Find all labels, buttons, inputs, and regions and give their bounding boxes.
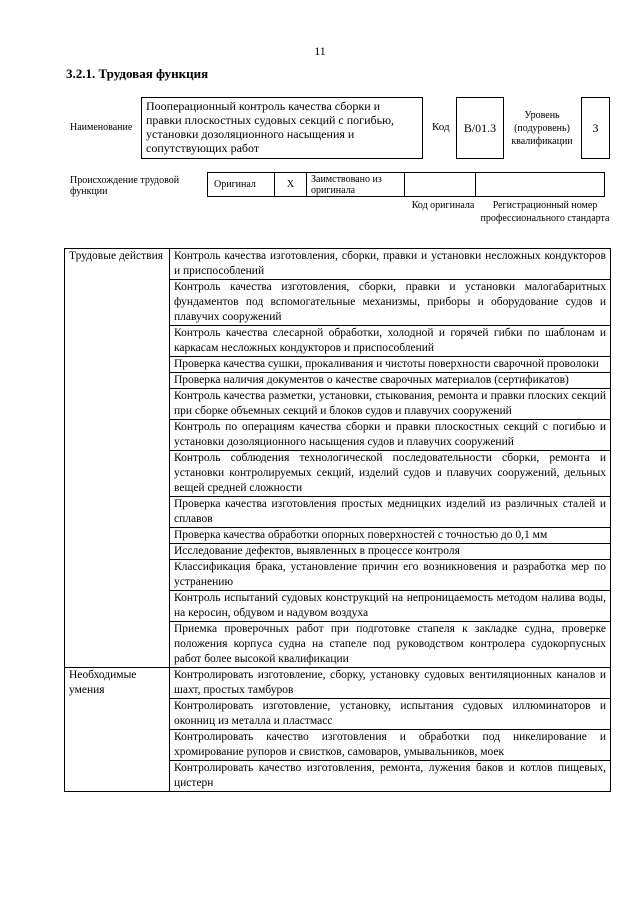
table-cell: Приемка проверочных работ при подготовке стапеля к закладке судна, проверке положения корпуса судна на стапеле под руководством контролера судокорпусных работ более высокой квалификации xyxy=(170,622,611,668)
table-cell: Проверка качества обработки опорных поверхностей с точностью до 0,1 мм xyxy=(170,528,611,544)
table-cell: Контролировать изготовление, сборку, установку судовых вентиляционных каналов и шахт, простых тамбуров xyxy=(170,668,611,699)
name-label: Наименование xyxy=(70,122,133,133)
section-heading: Необходимые умения xyxy=(65,668,170,792)
origin-row xyxy=(208,172,605,197)
code-value: В/01.3 xyxy=(456,97,504,159)
page-number: 11 xyxy=(314,44,326,58)
requirements-table xyxy=(64,248,611,792)
origin-borrowed: Заимствовано из оригинала xyxy=(306,172,405,197)
origin-code-caption: Код оригинала xyxy=(411,200,475,211)
origin-original: Оригинал xyxy=(207,172,275,197)
table-cell: Проверка качества изготовления простых медницких изделий из различных сталей и сплавов xyxy=(170,497,611,528)
function-name: Пооперационный контроль качества сборки и правки плоскостных судовых секций с погибью, установки дозоляционного насыщения и сопутствующих работ xyxy=(141,97,423,159)
code-label: Код xyxy=(432,121,450,133)
table-cell: Контролировать изготовление, установку, испытания судовых иллюминаторов и оконниц из металла и пластмасс xyxy=(170,699,611,730)
table-cell: Контролировать качество изготовления и обработки под никелирование и хромирование рупоров и свистков, самоваров, умывальников, моек xyxy=(170,730,611,761)
table-cell: Проверка наличия документов о качестве сварочных материалов (сертификатов) xyxy=(170,373,611,389)
table-cell: Классификация брака, установление причин его возникновения и разработка мер по устранению xyxy=(170,560,611,591)
section-title: 3.2.1. Трудовая функция xyxy=(66,66,209,81)
table-cell: Контроль качества разметки, установки, стыкования, ремонта и правки плоских секций при сборке объемных секций и блоков судов и плавучих сооружений xyxy=(170,389,611,420)
origin-reg-caption: Регистрационный номер профессионального стандарта xyxy=(480,200,610,224)
table-cell: Исследование дефектов, выявленных в процессе контроля xyxy=(170,544,611,560)
origin-label: Происхождение трудовой функции xyxy=(70,175,180,197)
level-label: Уровень (подуровень) квалификации xyxy=(511,110,573,147)
table-cell: Контроль качества изготовления, сборки, правки и установки несложных кондукторов и приспособлений xyxy=(170,249,611,280)
level-value: 3 xyxy=(581,97,610,159)
table-cell: Контролировать качество изготовления, ремонта, лужения баков и котлов пищевых, цистерн xyxy=(170,761,611,792)
origin-reg-cell xyxy=(475,172,605,197)
table-cell: Контроль испытаний судовых конструкций на непроницаемость методом налива воды, на керосин, обдувом и надувом воздуха xyxy=(170,591,611,622)
table-row xyxy=(65,668,611,699)
table-cell: Проверка качества сушки, прокаливания и чистоты поверхности сварочной проволоки xyxy=(170,357,611,373)
table-row xyxy=(65,249,611,280)
section-heading: Трудовые действия xyxy=(65,249,170,668)
table-cell: Контроль по операциям качества сборки и правки плоскостных секций с погибью и установки дозоляционного насыщения судов и плавучих сооружений xyxy=(170,420,611,451)
origin-mark: X xyxy=(274,172,307,197)
origin-code-cell xyxy=(404,172,476,197)
table-cell: Контроль соблюдения технологической последовательности сборки, ремонта и установки контролируемых секций, изделий судов и плавучих сооружений, дельных вещей средней сложности xyxy=(170,451,611,497)
table-cell: Контроль качества изготовления, сборки, правки и установки малогабаритных фундаментов под вспомогательные механизмы, приборы и оборудование судов и плавучих сооружений xyxy=(170,280,611,326)
table-cell: Контроль качества слесарной обработки, холодной и горячей гибки по шаблонам и каркасам несложных кондукторов и приспособлений xyxy=(170,326,611,357)
